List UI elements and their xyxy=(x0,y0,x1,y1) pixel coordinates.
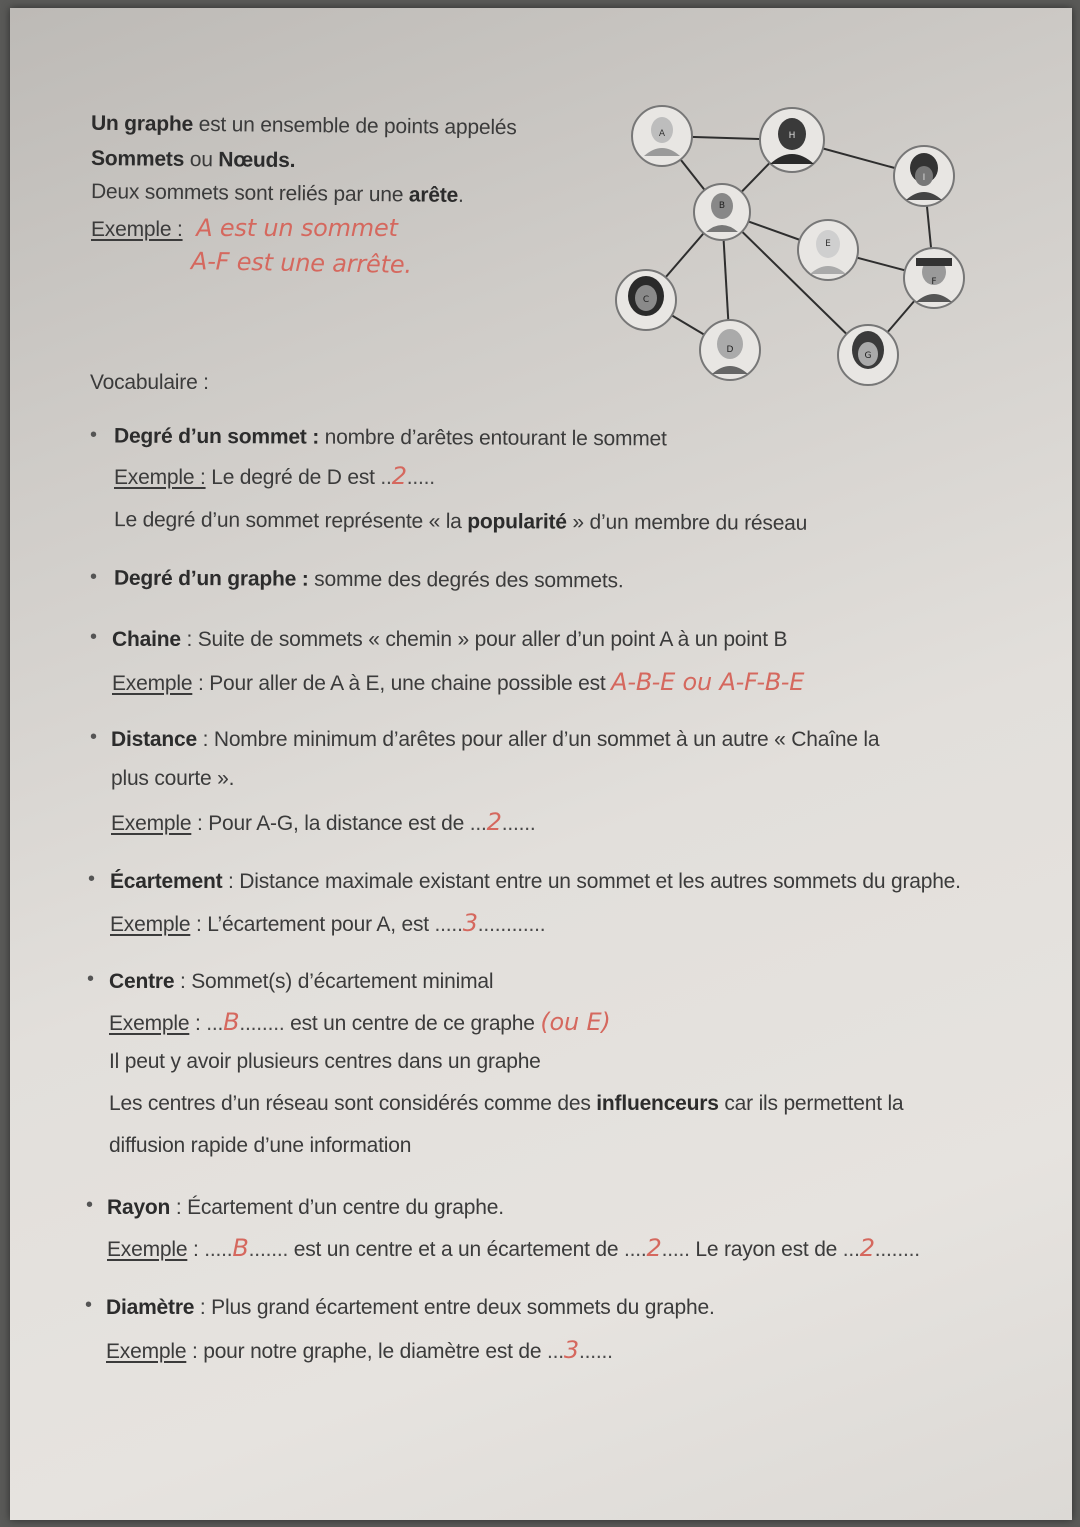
bullet-icon: • xyxy=(85,1294,93,1316)
handwritten-answer: 2 xyxy=(859,1234,875,1262)
handwritten-answer: 2 xyxy=(391,462,407,490)
term-un-graphe: Un graphe xyxy=(90,111,194,136)
note-text: car ils permettent la xyxy=(718,1092,904,1115)
blank-dots: ............ xyxy=(477,913,546,936)
example-label: Exemple xyxy=(112,672,193,695)
degre-sommet-note xyxy=(114,508,807,536)
node-label-e: E xyxy=(825,239,831,249)
term-centre: Centre xyxy=(109,970,175,993)
centre-note-2 xyxy=(109,1092,903,1116)
handwritten-answer: A-F est une arrête. xyxy=(190,247,413,279)
example-label: Exemple xyxy=(107,1238,188,1261)
term-popularite: popularité xyxy=(467,510,567,534)
node-label-i: I xyxy=(922,173,926,183)
intro-example xyxy=(91,214,398,242)
blank-dots: ..... xyxy=(406,466,435,489)
handwritten-answer: 3 xyxy=(462,909,478,937)
term-degre-sommet: Degré d’un sommet : xyxy=(113,424,320,449)
blank-dots: ... xyxy=(206,1012,224,1035)
term-sommets: Sommets xyxy=(90,146,185,171)
node-label-b: B xyxy=(718,201,726,211)
blank-dots: .. xyxy=(380,466,392,489)
diametre-def xyxy=(106,1296,715,1320)
blank-dots: ...... xyxy=(501,812,536,835)
term-chaine: Chaine xyxy=(112,628,181,651)
note-text: » d’un membre du réseau xyxy=(566,510,808,535)
blank-dots: ........ xyxy=(874,1238,920,1261)
chaine-example xyxy=(112,668,804,696)
blank-dots: ..... xyxy=(434,913,463,936)
bullet-icon: • xyxy=(88,868,96,890)
example-label: Exemple xyxy=(109,1012,190,1035)
intro-line-2 xyxy=(91,147,296,173)
node-label-a: A xyxy=(658,129,666,139)
node-b xyxy=(694,184,750,240)
term-distance: Distance xyxy=(111,728,197,751)
definition-text: : Distance maximale existant entre un sommet et les autres sommets du graphe. xyxy=(222,870,961,893)
term-rayon: Rayon xyxy=(107,1196,171,1219)
term-diametre: Diamètre xyxy=(106,1296,195,1319)
intro-text-2: ou xyxy=(184,147,219,172)
ecartement-example xyxy=(110,909,545,937)
document-page xyxy=(10,8,1072,1520)
blank-dots: ........ xyxy=(239,1012,285,1035)
vocab-title: Vocabulaire : xyxy=(90,371,209,394)
node-c xyxy=(616,270,676,330)
distance-def-2: plus courte ». xyxy=(111,767,235,790)
example-text: : pour notre graphe, le diamètre est de xyxy=(186,1340,547,1363)
distance-example xyxy=(111,808,536,836)
degre-sommet-example xyxy=(114,462,435,490)
example-label: Exemple : xyxy=(91,218,183,241)
bullet-icon: • xyxy=(90,626,98,648)
example-text: : L’écartement pour A, est xyxy=(190,913,435,936)
example-label: Exemple xyxy=(111,812,192,835)
handwritten-answer: 3 xyxy=(563,1336,579,1364)
handwritten-answer: 2 xyxy=(486,808,502,836)
node-i xyxy=(894,146,954,206)
centre-def xyxy=(109,970,493,994)
degre-graphe-def xyxy=(114,567,624,594)
example-text: Le degré de D est xyxy=(205,466,381,489)
node-label-d: D xyxy=(726,345,734,355)
bullet-icon: • xyxy=(90,424,98,446)
node-h xyxy=(760,108,824,172)
intro-line-1 xyxy=(91,112,517,140)
intro-text-3: Deux sommets sont reliés par une xyxy=(90,180,409,207)
node-label-c: C xyxy=(642,295,650,305)
rayon-example xyxy=(107,1234,920,1262)
blank-dots: ... xyxy=(469,812,487,835)
term-degre-graphe: Degré d’un graphe : xyxy=(113,566,309,591)
diametre-example xyxy=(106,1336,613,1364)
node-d xyxy=(700,320,760,380)
chaine-def xyxy=(112,628,787,652)
rayon-def xyxy=(107,1196,504,1220)
note-text: Les centres d’un réseau sont considérés comme des xyxy=(109,1092,597,1115)
blank-dots: ..... xyxy=(204,1238,233,1261)
handwritten-answer: B xyxy=(232,1234,249,1262)
degre-sommet-def xyxy=(114,425,667,452)
blank-dots: ... xyxy=(547,1340,564,1363)
handwritten-answer: B xyxy=(223,1008,240,1036)
example-label: Exemple xyxy=(106,1340,187,1363)
ecartement-def xyxy=(110,870,961,894)
example-text: Le rayon est de xyxy=(689,1238,843,1261)
definition-text: : Plus grand écartement entre deux sommets du graphe. xyxy=(194,1296,715,1319)
centre-example xyxy=(109,1008,611,1036)
term-arete: arête xyxy=(408,183,459,207)
note-text: Le degré d’un sommet représente « la xyxy=(113,508,468,534)
intro-example-2 xyxy=(191,247,412,279)
node-a xyxy=(632,106,692,166)
centre-note-1: Il peut y avoir plusieurs centres dans un graphe xyxy=(109,1050,541,1073)
distance-def xyxy=(111,728,879,752)
node-g xyxy=(838,325,898,385)
node-label-h: H xyxy=(788,131,796,141)
definition-text: : Écartement d’un centre du graphe. xyxy=(170,1196,504,1219)
handwritten-answer: 2 xyxy=(646,1234,662,1262)
definition-text: : Sommet(s) d’écartement minimal xyxy=(174,970,494,993)
example-text: est un centre de ce graphe xyxy=(284,1012,541,1035)
intro-line-3 xyxy=(91,180,464,208)
blank-dots: ....... xyxy=(248,1238,289,1261)
example-text: est un centre et a un écartement de xyxy=(288,1238,624,1261)
blank-dots: .... xyxy=(623,1238,647,1261)
blank-dots: ..... xyxy=(661,1238,690,1261)
term-ecartement: Écartement xyxy=(110,870,223,893)
definition-text: : Suite de sommets « chemin » pour aller d’un point A à un point B xyxy=(180,628,788,651)
handwritten-answer: (ou E) xyxy=(540,1008,611,1036)
social-graph-illustration xyxy=(614,100,974,405)
example-label: Exemple xyxy=(110,913,191,936)
example-text: : xyxy=(187,1238,205,1261)
node-e xyxy=(798,220,858,280)
bullet-icon: • xyxy=(87,968,95,990)
intro-text-1: est un ensemble de points appelés xyxy=(192,112,517,140)
example-label: Exemple : xyxy=(114,466,206,489)
example-text: : xyxy=(189,1012,207,1035)
intro-text-3-end: . xyxy=(457,183,464,207)
bullet-icon: • xyxy=(90,566,98,588)
blank-dots: ... xyxy=(842,1238,860,1261)
definition-text: nombre d’arêtes entourant le sommet xyxy=(319,425,667,451)
node-label-f: F xyxy=(931,277,937,287)
example-text: : Pour A-G, la distance est de xyxy=(191,812,470,835)
term-noeuds: Nœuds. xyxy=(218,148,296,173)
centre-note-3: diffusion rapide d’une information xyxy=(109,1134,412,1157)
bullet-icon: • xyxy=(86,1194,94,1216)
definition-text: somme des degrés des sommets. xyxy=(308,567,624,593)
definition-text: : Nombre minimum d’arêtes pour aller d’un sommet à un autre « Chaîne la xyxy=(196,728,880,751)
handwritten-answer: A est un sommet xyxy=(196,214,398,242)
bullet-icon: • xyxy=(90,726,98,748)
node-label-g: G xyxy=(864,351,872,361)
example-text: : Pour aller de A à E, une chaine possible est xyxy=(192,672,612,695)
blank-dots: ...... xyxy=(578,1340,613,1363)
node-f xyxy=(904,248,964,308)
handwritten-answer: A-B-E ou A-F-B-E xyxy=(611,668,805,696)
term-influenceurs: influenceurs xyxy=(596,1092,719,1115)
